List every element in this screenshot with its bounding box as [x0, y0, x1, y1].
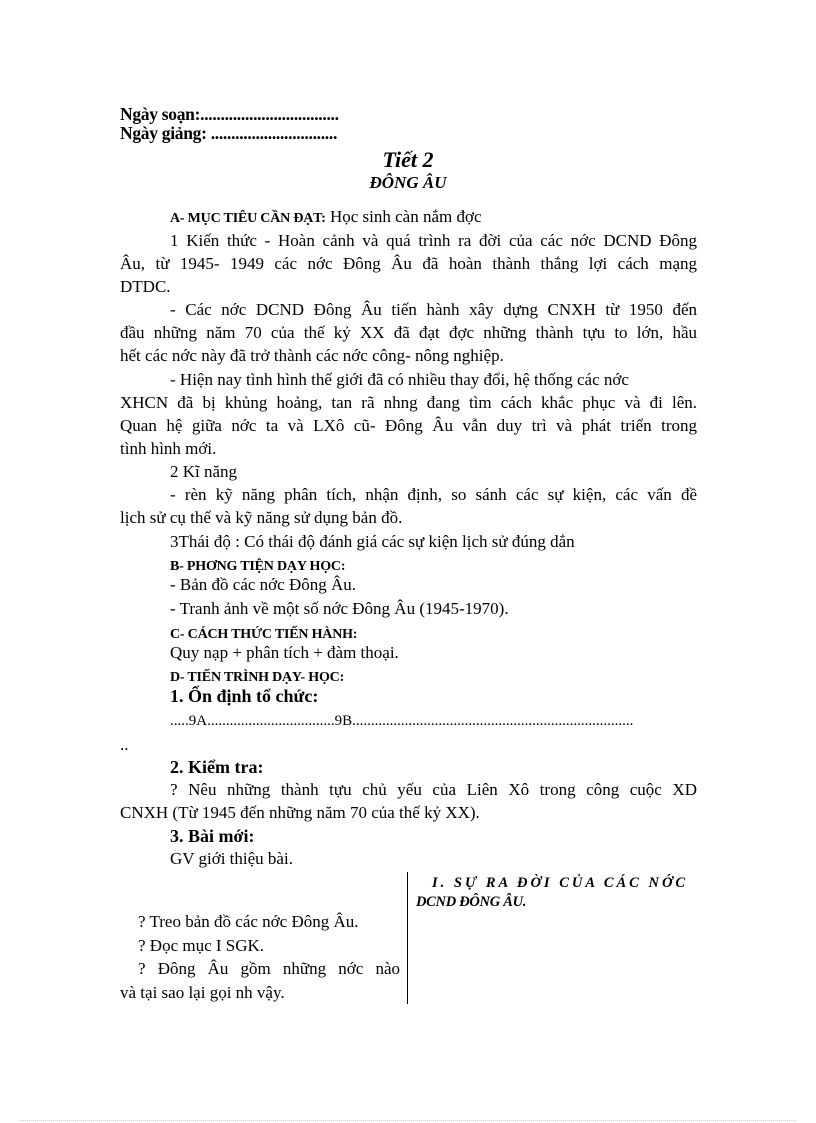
activity-line: ? Treo bản đồ các nớc Đông Âu. [138, 912, 359, 931]
section-a-heading-rest: Học sinh càn nắm đợc [325, 207, 482, 226]
section-a-line: - Các nớc DCND Đông Âu tiến hành xây dựng CNXH từ 1950 đến [170, 300, 697, 319]
section-a-line: 2 Kĩ năng [170, 462, 238, 481]
section-i-title [416, 874, 696, 912]
activity-line: và tại sao lại gọi nh vậy. [120, 983, 285, 1002]
lesson-title: Tiết 2 [382, 147, 434, 172]
section-i-title-line-2: DCND ĐÔNG ÂU. [416, 894, 527, 910]
section-i-title-line-1: I. SỰ RA ĐỜI CỦA CÁC NỚC [432, 875, 689, 891]
section-a-line: Âu, từ 1945- 1949 các nớc Đông Âu đã hoàn thành thắng lợi cách mạng [120, 254, 697, 273]
section-a-line: Quan hệ giữa nớc ta và LXô cũ- Đông Âu vẫn duy trì và phát triển trong [120, 416, 697, 435]
section-a-line: hết các nớc này đã trở thành các nớc công- nông nghiệp. [120, 346, 504, 365]
step-1-heading: 1. Ổn định tổ chức: [170, 686, 319, 706]
class-attendance-line: .....9A..................................9B........................................................................... [170, 713, 634, 729]
check-question-line: ? Nêu những thành tựu chủ yếu của Liên Xô trong công cuộc XD [170, 780, 697, 799]
section-a-line: 3Thái độ : Có thái độ đánh giá các sự kiện lịch sử đúng dắn [170, 532, 575, 551]
section-b-heading: B- PHƠNG TIỆN DẠY HỌC: [170, 559, 346, 574]
section-a-line: DTDC. [120, 277, 171, 296]
section-b-line: - Bản đồ các nớc Đông Âu. [170, 575, 357, 594]
section-a-line: 1 Kiến thức - Hoàn cảnh và quá trình ra đời của các nớc DCND Đông [170, 231, 697, 250]
section-a-line: XHCN đã bị khủng hoảng, tan rã nhng đang tìm cách khắc phục và đi lên. [120, 393, 697, 412]
activity-line: ? Đọc mục I SGK. [138, 936, 265, 955]
check-question-line: CNXH (Từ 1945 đến những năm 70 của thế kỷ XX). [120, 803, 480, 822]
section-a-line: lịch sử cụ thể và kỹ năng sử dụng bản đồ. [120, 508, 403, 527]
section-c-heading: C- CÁCH THỨC TIẾN HÀNH: [170, 627, 358, 642]
section-a-line: đầu những năm 70 của thế kỷ XX đã đạt đợc những thành tựu to lớn, hầu [120, 323, 697, 342]
step-2-heading: 2. Kiểm tra: [170, 757, 264, 777]
section-a-line: - rèn kỹ năng phân tích, nhận định, so sánh các sự kiện, các vấn đề [170, 485, 697, 504]
date-taught: Ngày giảng: ............................... [120, 123, 338, 143]
class-attendance-line-cont: .. [120, 735, 129, 754]
activity-line: ? Đông Âu gồm những nớc nào [138, 959, 400, 978]
section-c-line: Quy nạp + phân tích + đàm thoại. [170, 643, 399, 662]
intro-line: GV giới thiệu bài. [170, 849, 293, 868]
section-a-heading: A- MỤC TIÊU CẦN ĐẠT: [170, 211, 326, 226]
page-bottom-border [20, 1120, 796, 1121]
lesson-topic: ĐÔNG ÂU [369, 173, 447, 192]
step-3-heading: 3. Bài mới: [170, 826, 255, 846]
section-b-line: - Tranh ảnh về một số nớc Đông Âu (1945-1970). [170, 599, 509, 618]
section-a-line: tình hình mới. [120, 439, 217, 458]
date-prepared: Ngày soạn:.................................. [120, 104, 339, 124]
table-column-divider [407, 872, 408, 1004]
section-a-line: - Hiện nay tình hình thế giới đã có nhiều thay đổi, hệ thống các nớc [170, 370, 629, 389]
section-d-heading: D- TIẾN TRÌNH DẠY- HỌC: [170, 670, 345, 685]
section-a-heading-line [170, 206, 482, 230]
